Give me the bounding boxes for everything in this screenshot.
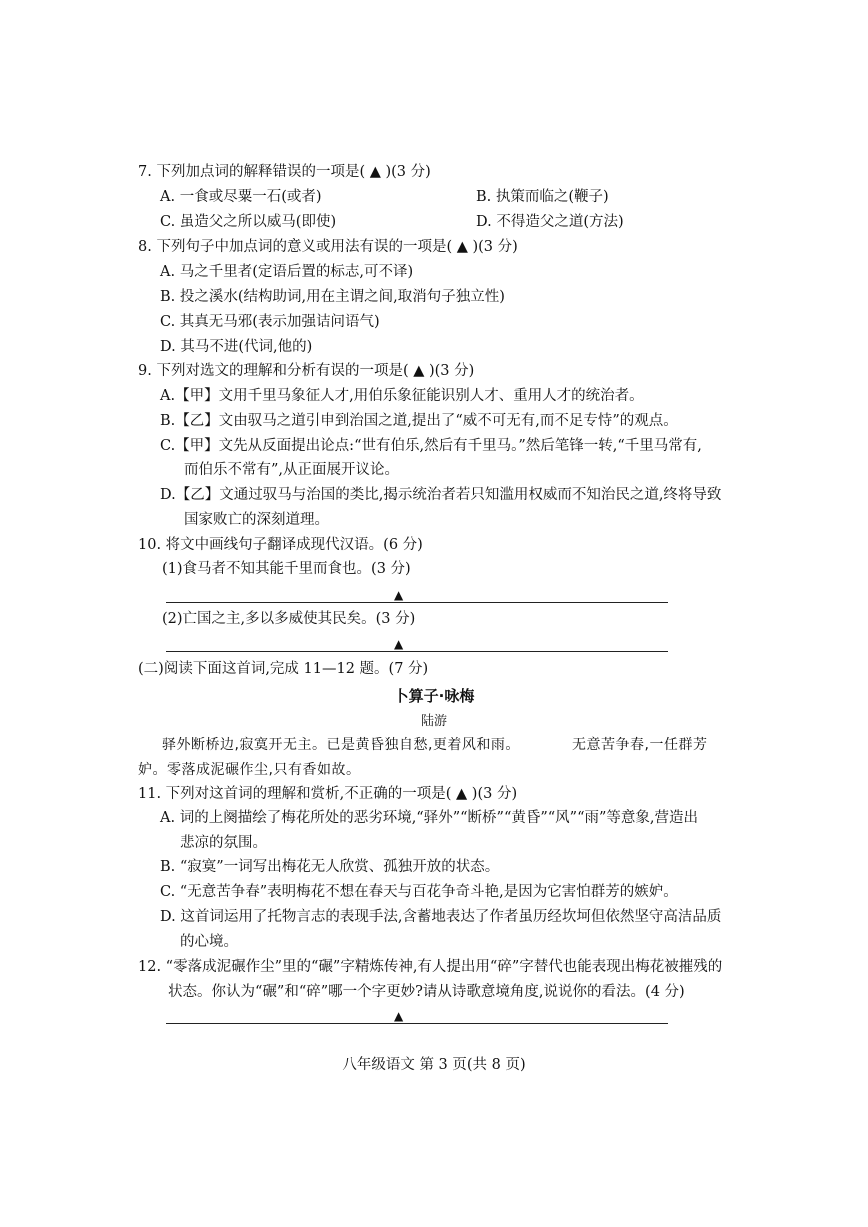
answer-triangle-3: ▲ bbox=[394, 1009, 404, 1023]
answer-triangle-1: ▲ bbox=[394, 588, 404, 602]
q7-option-a: A. 一食或尽粟一石(或者) bbox=[160, 189, 322, 205]
q10-sentence-2: (2)亡国之主,多以多威使其民矣。(3 分) bbox=[162, 611, 416, 627]
q11-option-a-line1: A. 词的上阕描绘了梅花所处的恶劣环境,“驿外”“断桥”“黄昏”“风”“雨”等意象,营造出 bbox=[160, 810, 699, 826]
q11-stem: 11. 下列对这首词的理解和赏析,不正确的一项是( ▲ )(3 分) bbox=[138, 786, 518, 802]
q7-stem: 7. 下列加点词的解释错误的一项是( ▲ )(3 分) bbox=[138, 164, 431, 180]
q9-option-c-line2: 而伯乐不常有”,从正面展开议论。 bbox=[184, 462, 400, 478]
q8-option-b: B. 投之溪水(结构助词,用在主谓之间,取消句子独立性) bbox=[160, 289, 505, 305]
q12-stem-line1: 12. “零落成泥碾作尘”里的“碾”字精炼传神,有人提出用“碎”字替代也能表现出梅花被摧残的 bbox=[138, 959, 723, 975]
q9-stem: 9. 下列对选文的理解和分析有误的一项是( ▲ )(3 分) bbox=[138, 363, 475, 379]
answer-line-1[interactable] bbox=[166, 602, 668, 603]
poem-line-2: 妒。零落成泥碾作尘,只有香如故。 bbox=[138, 762, 361, 778]
poem-title: 卜算子·咏梅 bbox=[393, 687, 475, 705]
answer-line-2[interactable] bbox=[166, 651, 668, 652]
q8-option-c: C. 其真无马邪(表示加强诘问语气) bbox=[160, 314, 380, 330]
q11-option-a-line2: 悲凉的氛围。 bbox=[180, 835, 267, 851]
answer-line-3[interactable] bbox=[166, 1023, 668, 1024]
q8-option-a: A. 马之千里者(定语后置的标志,可不译) bbox=[160, 264, 414, 280]
section-2-heading: (二)阅读下面这首词,完成 11—12 题。(7 分) bbox=[138, 661, 429, 677]
q11-option-b: B. “寂寞”一词写出梅花无人欣赏、孤独开放的状态。 bbox=[160, 859, 500, 875]
q12-stem-line2: 状态。你认为“碾”和“碎”哪一个字更妙?请从诗歌意境角度,说说你的看法。(4 分) bbox=[168, 984, 685, 1000]
q11-option-d-line2: 的心境。 bbox=[180, 934, 238, 950]
poem-line-1a: 驿外断桥边,寂寞开无主。已是黄昏独自愁,更着风和雨。 bbox=[162, 737, 520, 753]
q10-stem: 10. 将文中画线句子翻译成现代汉语。(6 分) bbox=[138, 537, 423, 553]
q8-option-d: D. 其马不进(代词,他的) bbox=[160, 339, 313, 355]
q11-option-c: C. “无意苦争春”表明梅花不想在春天与百花争奇斗艳,是因为它害怕群芳的嫉妒。 bbox=[160, 884, 678, 900]
page-footer: 八年级语文 第 3 页(共 8 页) bbox=[342, 1057, 526, 1073]
q9-option-d-line2: 国家败亡的深刻道理。 bbox=[184, 512, 329, 528]
poem-line-1b: 无意苦争春,一任群芳 bbox=[572, 737, 708, 753]
q7-option-b: B. 执策而临之(鞭子) bbox=[476, 189, 609, 205]
q8-stem: 8. 下列句子中加点词的意义或用法有误的一项是( ▲ )(3 分) bbox=[138, 239, 518, 255]
poem-author: 陆游 bbox=[420, 714, 447, 729]
answer-triangle-2: ▲ bbox=[394, 637, 404, 651]
q7-option-c: C. 虽造父之所以威马(即使) bbox=[160, 214, 337, 230]
q10-sentence-1: (1)食马者不知其能千里而食也。(3 分) bbox=[162, 561, 411, 577]
q9-option-a: A.【甲】文用千里马象征人才,用伯乐象征能识别人才、重用人才的统治者。 bbox=[160, 388, 644, 404]
q9-option-b: B.【乙】文由驭马之道引申到治国之道,提出了“威不可无有,而不足专恃”的观点。 bbox=[160, 413, 678, 429]
q9-option-c-line1: C.【甲】文先从反面提出论点:“世有伯乐,然后有千里马。”然后笔锋一转,“千里马常有, bbox=[160, 438, 702, 454]
q11-option-d-line1: D. 这首词运用了托物言志的表现手法,含蓄地表达了作者虽历经坎坷但依然坚守高洁品质 bbox=[160, 909, 722, 925]
q9-option-d-line1: D.【乙】文通过驭马与治国的类比,揭示统治者若只知滥用权威而不知治民之道,终将导致 bbox=[160, 487, 722, 503]
q7-option-d: D. 不得造父之道(方法) bbox=[476, 214, 624, 230]
